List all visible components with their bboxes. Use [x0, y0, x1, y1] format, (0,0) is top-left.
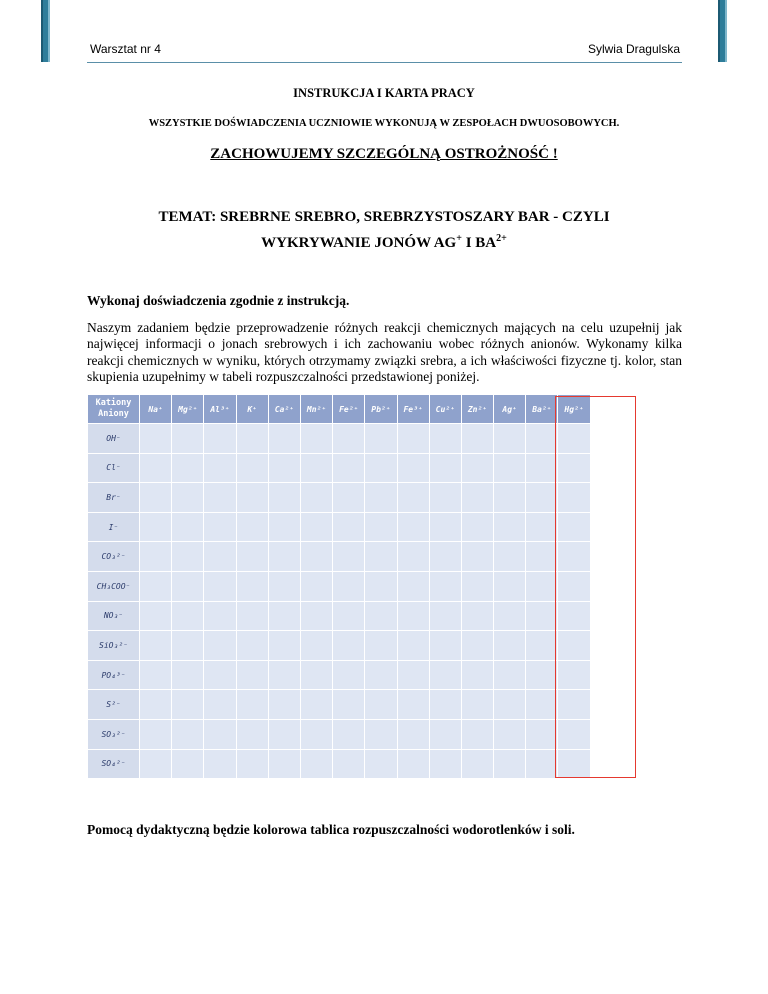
table-cell[interactable]: [494, 601, 526, 631]
table-cell[interactable]: [429, 453, 461, 483]
table-cell[interactable]: [236, 483, 268, 513]
cation-header: Ca²⁺: [268, 395, 300, 424]
table-cell[interactable]: [429, 631, 461, 661]
table-cell[interactable]: [397, 660, 429, 690]
table-cell[interactable]: [494, 631, 526, 661]
anion-label: SiO₃²⁻: [88, 631, 140, 661]
table-cell[interactable]: [300, 512, 332, 542]
topic-heading: [0, 206, 768, 254]
table-cell[interactable]: [300, 542, 332, 572]
table-cell[interactable]: [268, 453, 300, 483]
table-cell[interactable]: [300, 690, 332, 720]
table-cell[interactable]: [140, 719, 172, 749]
table-cell[interactable]: [461, 690, 493, 720]
page-subtitle: WSZYSTKIE DOŚWIADCZENIA UCZNIOWIE WYKONUJĄ W ZESPOŁACH DWUOSOBOWYCH.: [148, 118, 620, 129]
cation-header: Hg²⁺: [558, 395, 590, 424]
table-cell[interactable]: [397, 601, 429, 631]
table-row: [88, 749, 591, 779]
table-cell[interactable]: [172, 749, 204, 779]
table-cell[interactable]: [172, 601, 204, 631]
anion-label: SO₃²⁻: [88, 719, 140, 749]
table-cell[interactable]: [236, 690, 268, 720]
footer-note: Pomocą dydaktyczną będzie kolorowa tablica rozpuszczalności wodorotlenków i soli.: [87, 822, 575, 837]
table-cell[interactable]: [494, 483, 526, 513]
table-cell[interactable]: [300, 453, 332, 483]
table-cell[interactable]: [526, 542, 558, 572]
header-workshop: Warsztat nr 4: [90, 42, 161, 56]
table-cell[interactable]: [333, 690, 365, 720]
table-cell[interactable]: [429, 424, 461, 454]
table-cell[interactable]: [365, 749, 397, 779]
header-author: Sylwia Dragulska: [587, 42, 680, 56]
table-row: [88, 660, 591, 690]
table-row: [88, 453, 591, 483]
table-cell[interactable]: [333, 424, 365, 454]
table-cell[interactable]: [494, 512, 526, 542]
table-cell[interactable]: [172, 424, 204, 454]
table-cell[interactable]: [333, 483, 365, 513]
decorative-bar-left: [41, 0, 50, 62]
table-cell[interactable]: [300, 749, 332, 779]
table-cell[interactable]: [365, 542, 397, 572]
table-cell[interactable]: [461, 512, 493, 542]
table-cell[interactable]: [268, 512, 300, 542]
topic-line-1: TEMAT: SREBRNE SREBRO, SREBRZYSTOSZARY BAR - CZYLI: [158, 209, 610, 225]
table-row: [88, 571, 591, 601]
cation-header: Mg²⁺: [172, 395, 204, 424]
table-cell[interactable]: [236, 631, 268, 661]
cation-header: Fe³⁺: [397, 395, 429, 424]
table-cell[interactable]: [236, 601, 268, 631]
table-cell[interactable]: [429, 512, 461, 542]
corner-anions-label: Aniony: [98, 409, 129, 419]
table-cell[interactable]: [204, 542, 236, 572]
table-cell[interactable]: [172, 512, 204, 542]
table-cell[interactable]: [236, 512, 268, 542]
table-cell[interactable]: [300, 571, 332, 601]
table-cell[interactable]: [397, 424, 429, 454]
anion-label: S²⁻: [88, 690, 140, 720]
anion-label: Cl⁻: [88, 453, 140, 483]
table-cell[interactable]: [494, 424, 526, 454]
table-cell[interactable]: [397, 690, 429, 720]
table-cell[interactable]: [365, 601, 397, 631]
table-row: [88, 424, 591, 454]
table-cell[interactable]: [526, 749, 558, 779]
table-cell[interactable]: [333, 601, 365, 631]
table-cell[interactable]: [140, 571, 172, 601]
table-cell[interactable]: [236, 571, 268, 601]
table-cell[interactable]: [204, 453, 236, 483]
table-cell[interactable]: [526, 631, 558, 661]
safety-warning: ZACHOWUJEMY SZCZEGÓLNĄ OSTROŻNOŚĆ !: [210, 146, 558, 162]
table-cell[interactable]: [172, 571, 204, 601]
cation-header: K⁺: [236, 395, 268, 424]
table-cell[interactable]: [268, 571, 300, 601]
table-cell[interactable]: [172, 660, 204, 690]
solubility-table: [87, 394, 591, 779]
table-cell[interactable]: [494, 660, 526, 690]
table-cell[interactable]: [397, 512, 429, 542]
anion-label: I⁻: [88, 512, 140, 542]
table-cell[interactable]: [429, 749, 461, 779]
table-cell[interactable]: [526, 601, 558, 631]
table-cell[interactable]: [461, 424, 493, 454]
table-cell[interactable]: [300, 719, 332, 749]
table-cell[interactable]: [268, 660, 300, 690]
table-cell[interactable]: [526, 719, 558, 749]
table-cell[interactable]: [429, 719, 461, 749]
table-cell[interactable]: [461, 631, 493, 661]
table-cell[interactable]: [172, 631, 204, 661]
table-cell[interactable]: [365, 483, 397, 513]
table-cell[interactable]: [300, 601, 332, 631]
table-cell[interactable]: [397, 542, 429, 572]
cation-header: Zn²⁺: [461, 395, 493, 424]
table-cell[interactable]: [365, 660, 397, 690]
table-cell[interactable]: [461, 571, 493, 601]
table-cell[interactable]: [333, 512, 365, 542]
table-cell[interactable]: [526, 512, 558, 542]
table-cell[interactable]: [172, 542, 204, 572]
anion-label: OH⁻: [88, 424, 140, 454]
table-cell[interactable]: [494, 749, 526, 779]
anion-label: NO₃⁻: [88, 601, 140, 631]
table-cell[interactable]: [268, 483, 300, 513]
table-cell[interactable]: [268, 631, 300, 661]
table-cell[interactable]: [429, 690, 461, 720]
table-cell[interactable]: [172, 719, 204, 749]
table-cell[interactable]: [429, 601, 461, 631]
decorative-bar-right: [718, 0, 727, 62]
table-cell[interactable]: [365, 424, 397, 454]
table-cell[interactable]: [204, 601, 236, 631]
table-cell[interactable]: [204, 483, 236, 513]
table-cell[interactable]: [333, 660, 365, 690]
instruction-text: Wykonaj doświadczenia zgodnie z instrukcją.: [87, 293, 350, 308]
table-cell[interactable]: [140, 453, 172, 483]
topic-line-2-part-b: I BA: [461, 235, 497, 251]
table-cell[interactable]: [397, 453, 429, 483]
table-cell[interactable]: [300, 483, 332, 513]
topic-sup-ba: 2+: [496, 233, 507, 244]
table-cell[interactable]: [300, 631, 332, 661]
anion-label: CH₃COO⁻: [88, 571, 140, 601]
table-cell[interactable]: [140, 542, 172, 572]
table-cell[interactable]: [236, 542, 268, 572]
corner-cations-label: Kationy: [95, 398, 132, 408]
table-cell[interactable]: [140, 660, 172, 690]
cation-header: Mn²⁺: [300, 395, 332, 424]
table-cell[interactable]: [397, 631, 429, 661]
table-row: [88, 512, 591, 542]
table-cell[interactable]: [140, 690, 172, 720]
table-cell[interactable]: [365, 571, 397, 601]
table-cell[interactable]: [268, 749, 300, 779]
table-body: [88, 424, 591, 779]
anion-label: Br⁻: [88, 483, 140, 513]
table-row: [88, 690, 591, 720]
table-cell[interactable]: [268, 601, 300, 631]
table-cell[interactable]: [429, 660, 461, 690]
table-header-row: [88, 395, 591, 424]
table-cell[interactable]: [236, 453, 268, 483]
table-cell[interactable]: [236, 719, 268, 749]
table-cell[interactable]: [204, 660, 236, 690]
table-cell[interactable]: [333, 542, 365, 572]
cation-header: Na⁺: [140, 395, 172, 424]
table-cell[interactable]: [397, 749, 429, 779]
header-divider: [87, 62, 682, 63]
table-cell[interactable]: [236, 660, 268, 690]
table-cell[interactable]: [268, 690, 300, 720]
table-row: [88, 719, 591, 749]
table-cell[interactable]: [204, 749, 236, 779]
table-cell[interactable]: [397, 571, 429, 601]
table-cell[interactable]: [461, 660, 493, 690]
table-cell[interactable]: [461, 483, 493, 513]
cation-header: Fe²⁺: [333, 395, 365, 424]
table-cell[interactable]: [526, 690, 558, 720]
table-cell[interactable]: [461, 601, 493, 631]
table-cell[interactable]: [365, 453, 397, 483]
cation-header: Ag⁺: [494, 395, 526, 424]
table-cell[interactable]: [526, 424, 558, 454]
task-paragraph: Naszym zadaniem będzie przeprowadzenie różnych reakcji chemicznych mających na celu uzupełnij jak najwięcej informacji o jonach srebrowych i ich zachowaniu wobec różnych anionów. Wykonamy kilka reakcji chemicznych w wyniku, których otrzymamy związki srebra, a ich właściwości fizyczne tj. kolor, stan skupienia uzupełnimy w tabeli rozpuszczalności przedstawionej poniżej.: [87, 320, 682, 384]
table-cell[interactable]: [204, 512, 236, 542]
topic-line-2: [0, 228, 768, 254]
table-cell[interactable]: [140, 749, 172, 779]
table-cell[interactable]: [526, 660, 558, 690]
solubility-table-wrapper: [87, 394, 591, 779]
highlight-frame-ag-ba: [555, 396, 636, 778]
table-cell[interactable]: [365, 690, 397, 720]
table-cell[interactable]: [365, 719, 397, 749]
table-cell[interactable]: [268, 424, 300, 454]
table-cell[interactable]: [268, 542, 300, 572]
table-cell[interactable]: [172, 690, 204, 720]
table-row: [88, 631, 591, 661]
table-cell[interactable]: [140, 424, 172, 454]
table-cell[interactable]: [333, 453, 365, 483]
table-cell[interactable]: [300, 660, 332, 690]
table-cell[interactable]: [300, 424, 332, 454]
anion-label: CO₃²⁻: [88, 542, 140, 572]
table-cell[interactable]: [526, 453, 558, 483]
table-cell[interactable]: [429, 483, 461, 513]
table-cell[interactable]: [429, 571, 461, 601]
table-cell[interactable]: [140, 631, 172, 661]
table-cell[interactable]: [494, 571, 526, 601]
table-row: [88, 483, 591, 513]
table-row: [88, 542, 591, 572]
table-cell[interactable]: [333, 749, 365, 779]
anion-label: SO₄²⁻: [88, 749, 140, 779]
table-cell[interactable]: [494, 453, 526, 483]
cation-header: Ba²⁺: [526, 395, 558, 424]
table-cell[interactable]: [268, 719, 300, 749]
topic-sup-ag: +: [456, 233, 462, 244]
table-cell[interactable]: [204, 631, 236, 661]
table-cell[interactable]: [204, 571, 236, 601]
table-cell[interactable]: [333, 631, 365, 661]
table-cell[interactable]: [236, 424, 268, 454]
table-cell[interactable]: [236, 749, 268, 779]
cation-header: Al³⁺: [204, 395, 236, 424]
table-cell[interactable]: [397, 719, 429, 749]
topic-line-2-part-a: WYKRYWANIE JONÓW AG: [261, 235, 457, 251]
table-cell[interactable]: [461, 749, 493, 779]
table-cell[interactable]: [172, 453, 204, 483]
table-cell[interactable]: [461, 542, 493, 572]
table-cell[interactable]: [204, 690, 236, 720]
table-row: [88, 601, 591, 631]
cation-header: Cu²⁺: [429, 395, 461, 424]
table-cell[interactable]: [461, 719, 493, 749]
table-cell[interactable]: [333, 719, 365, 749]
table-cell[interactable]: [204, 424, 236, 454]
table-corner-cell: [88, 395, 140, 424]
table-cell[interactable]: [140, 512, 172, 542]
table-cell[interactable]: [365, 631, 397, 661]
table-cell[interactable]: [461, 453, 493, 483]
table-cell[interactable]: [494, 542, 526, 572]
table-cell[interactable]: [429, 542, 461, 572]
table-cell[interactable]: [140, 483, 172, 513]
table-cell[interactable]: [365, 512, 397, 542]
table-cell[interactable]: [204, 719, 236, 749]
page-title: INSTRUKCJA I KARTA PRACY: [293, 86, 475, 100]
cation-header: Pb²⁺: [365, 395, 397, 424]
table-cell[interactable]: [526, 571, 558, 601]
anion-label: PO₄³⁻: [88, 660, 140, 690]
table-cell[interactable]: [526, 483, 558, 513]
table-cell[interactable]: [172, 483, 204, 513]
table-cell[interactable]: [494, 690, 526, 720]
table-cell[interactable]: [140, 601, 172, 631]
table-cell[interactable]: [494, 719, 526, 749]
table-cell[interactable]: [397, 483, 429, 513]
table-cell[interactable]: [333, 571, 365, 601]
